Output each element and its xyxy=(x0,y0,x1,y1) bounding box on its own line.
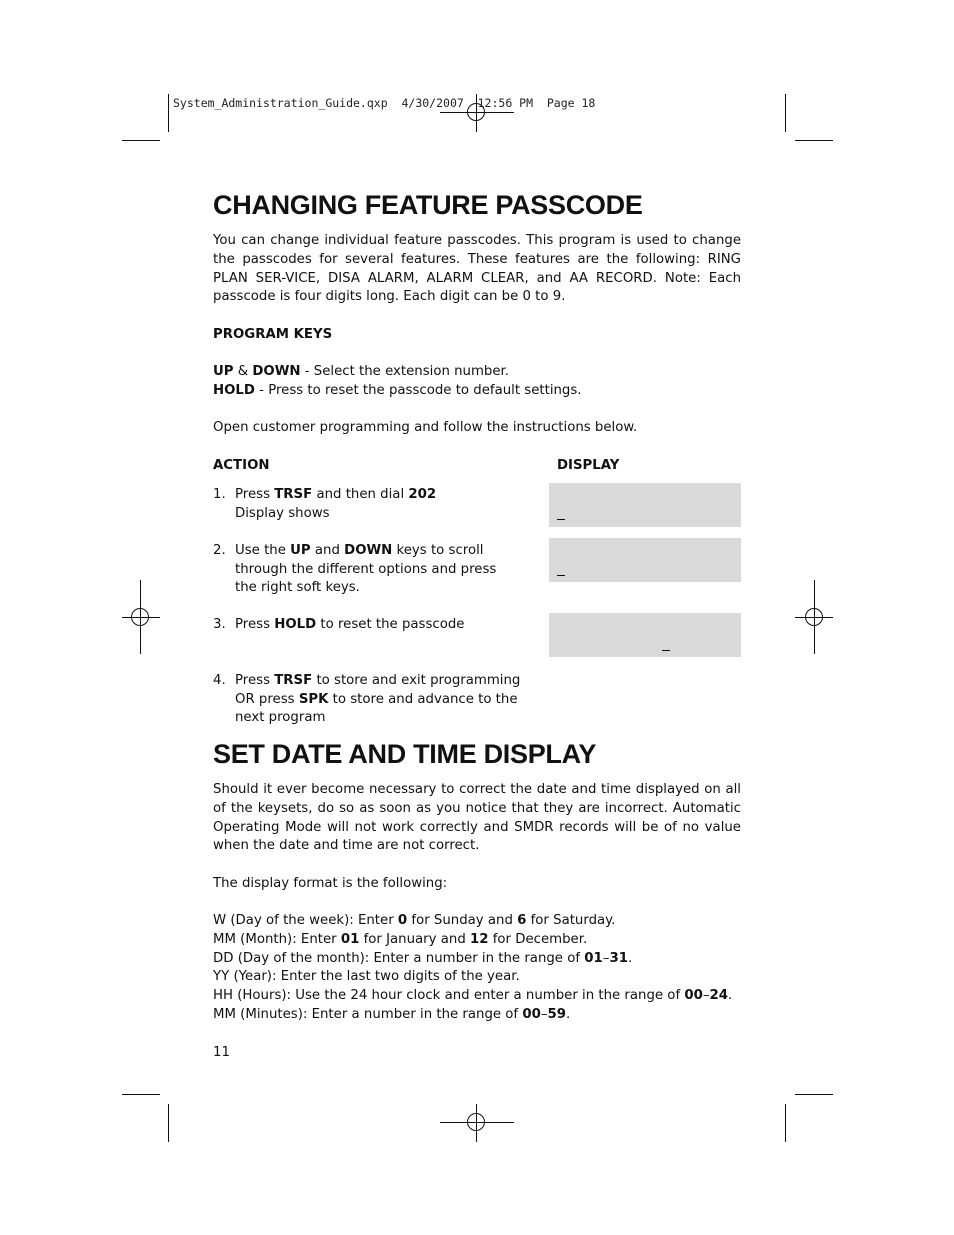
step-2: 2. Use the UP and DOWN keys to scroll through the different options and press the right soft keys. xyxy=(213,543,497,595)
section-title-set-date-time: SET DATE AND TIME DISPLAY xyxy=(213,739,597,769)
key-up-down: UP & DOWN - Select the extension number. xyxy=(213,364,510,379)
display-panel-1 xyxy=(549,483,741,527)
step-1: 1. Press TRSF and then dial 202 Display shows xyxy=(213,487,437,521)
display-panel-3 xyxy=(549,613,741,657)
format-line-month: MM (Month): Enter 01 for January and 12 for December. xyxy=(213,932,588,947)
format-line-weekday: W (Day of the week): Enter 0 for Sunday and 6 for Saturday. xyxy=(213,913,616,928)
key-hold: HOLD - Press to reset the passcode to default settings. xyxy=(213,383,582,398)
format-line-day: DD (Day of the month): Enter a number in the range of 01–31. xyxy=(213,951,633,966)
program-keys-heading: PROGRAM KEYS xyxy=(213,327,333,342)
format-intro: The display format is the following: xyxy=(213,876,448,891)
step-3: 3. Press HOLD to reset the passcode xyxy=(213,617,465,632)
display-heading: DISPLAY xyxy=(557,458,620,473)
display-cursor xyxy=(557,575,565,576)
page-number: 11 xyxy=(213,1045,230,1060)
step-4: 4. Press TRSF to store and exit programming OR press SPK to store and advance to the next program xyxy=(213,673,521,725)
intro-paragraph: You can change individual feature passcodes. This program is used to change the passcodes for several features. These features are the following: RING PLAN SER-VICE, DISA ALARM, ALARM CLEAR, and AA RECORD. Note: Each passcode is four digits long. Each digit can be 0 to 9. xyxy=(213,233,741,305)
print-slug-line: System_Administration_Guide.qxp 4/30/2007 12:56 PM Page 18 xyxy=(173,96,596,110)
date-time-intro: Should it ever become necessary to correct the date and time displayed on all of the keysets, do so as soon as you notice that they are incorrect. Automatic Operating Mode will not work correctly and SMDR records will be of no value when the date and time are not correct. xyxy=(213,782,741,854)
format-line-year: YY (Year): Enter the last two digits of the year. xyxy=(213,969,520,984)
section-title-changing-feature-passcode: CHANGING FEATURE PASSCODE xyxy=(213,190,643,220)
display-panel-2 xyxy=(549,538,741,582)
format-line-hours: HH (Hours): Use the 24 hour clock and enter a number in the range of 00–24. xyxy=(213,988,733,1003)
display-cursor xyxy=(662,650,670,651)
action-heading: ACTION xyxy=(213,458,270,473)
open-instructions: Open customer programming and follow the instructions below. xyxy=(213,420,638,435)
format-line-minutes: MM (Minutes): Enter a number in the range of 00–59. xyxy=(213,1007,571,1022)
display-cursor xyxy=(557,519,565,520)
